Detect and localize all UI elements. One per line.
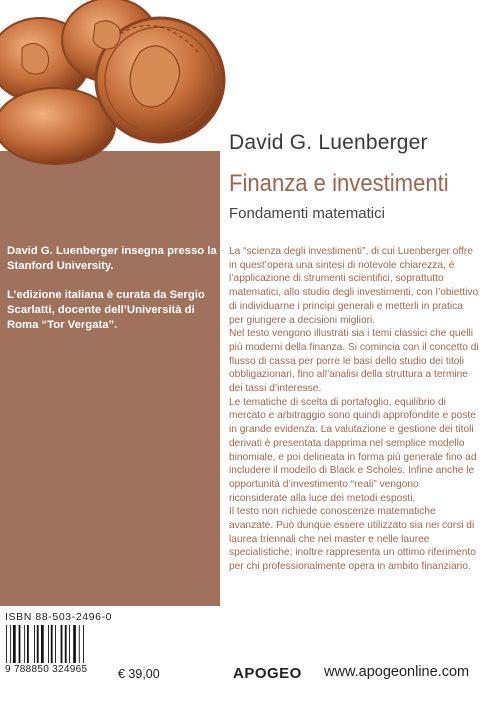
side-panel <box>0 151 220 606</box>
coins-image <box>0 0 230 170</box>
isbn: ISBN 88-503-2496-0 <box>5 611 113 623</box>
blurb-paragraph: Le tematiche di scelta di portafoglio, equilibrio di mercato e arbitraggio sono quindi approfondite e poste in grande evidenza. La valutazione e gestione dei titoli derivati è presentata dapprima nel semplice modello binomiale, e poi delineata in forma più generale fino ad includere il modello di Black e Scholes. Infine anche le opportunità d’investimento “reali” vengono riconsiderate alla luce dei metodi esposti. <box>229 396 477 504</box>
book-subtitle: Fondamenti matematici <box>229 205 385 222</box>
back-cover-blurb <box>229 245 479 574</box>
blurb-paragraph: La “scienza degli investimenti”, di cui Luenberger offre in quest’opera una sintesi di notevole chiarezza, è l’applicazione di strumenti scientifici, soprattutto matematici, allo studio degli investimenti, con l’obiettivo di individuarne i principi generali e metterli in pratica per giungere a decisioni migliori. <box>229 246 479 326</box>
publisher-website: www.apogeonline.com <box>324 664 470 680</box>
blurb-paragraph: Il testo non richiede conoscenze matematiche avanzate. Può dunque essere utilizzato sia nei corsi di laurea triennali che nei master e nelle lauree specialistiche; inoltre rappresenta un ottimo riferimento per chi professionalmente opera in ambito finanziario. <box>229 506 476 573</box>
price: € 39,00 <box>118 667 160 681</box>
author-info <box>7 244 217 347</box>
author-bio: David G. Luenberger insegna presso la Stanford University. <box>7 245 217 272</box>
edition-note: L’edizione italiana è curata da Sergio Scarlatti, docente dell’Università di Roma “Tor Vergata”. <box>7 289 205 331</box>
author-name: David G. Luenberger <box>229 131 428 154</box>
barcode-digits: 9 788850 324965 <box>5 664 88 675</box>
blurb-paragraph: Nel testo vengono illustrati sia i temi classici che quelli più moderni della finanza. Si comincia con il concetto di flusso di cassa per porre le basi dello studio dei titoli obbligazionari, fino all’analisi della struttura a termine dei tassi d’interesse. <box>229 328 479 395</box>
barcode <box>5 625 107 663</box>
publisher-logo <box>233 662 313 684</box>
book-title: Finanza e investimenti <box>229 170 449 197</box>
publisher-logo-text: APOGEO <box>233 665 302 682</box>
